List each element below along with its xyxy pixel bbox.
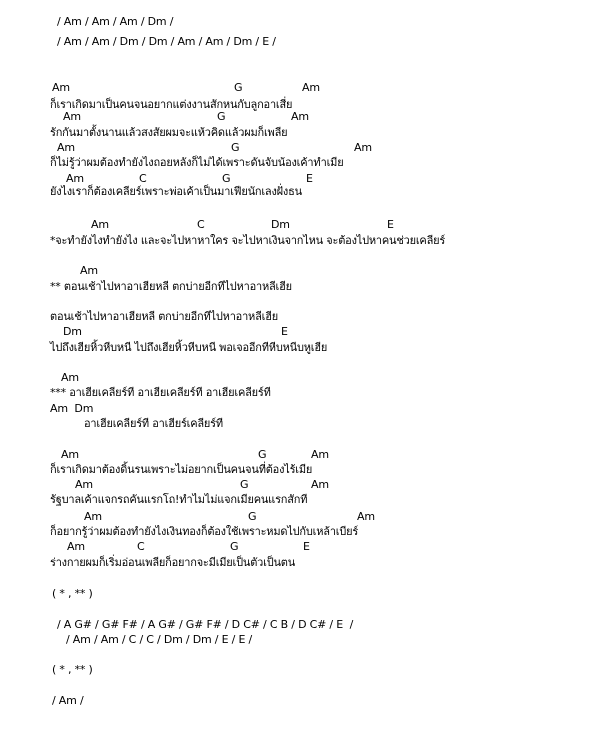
chord: Am	[61, 371, 79, 384]
chord: G	[258, 448, 267, 461]
chord: G	[248, 510, 257, 523]
hook-lyric: *จะทำยังไงทำยังไง และจะไปหาหาใคร จะไปหาเงินจากไหน จะต้องไปหาคนช่วยเคลียร์	[50, 234, 446, 247]
chord: G	[231, 141, 240, 154]
chord: Am	[311, 478, 329, 491]
intro-line-1: / Am / Am / Am / Dm /	[57, 15, 174, 28]
lyric-line: *** อาเฮียเคลียร์ที อาเฮียเคลียร์ที อาเฮียเคลียร์ที	[50, 386, 271, 399]
intro-line-2: / Am / Am / Dm / Dm / Am / Am / Dm / E /	[57, 35, 276, 48]
chord: E	[281, 325, 288, 338]
solo-line-1: / A G# / G# F# / A G# / G# F# / D C# / C B / D C# / E /	[57, 618, 354, 631]
lyric-line: ไปถึงเฮียหิ้วหีบหนี ไปถึงเฮียหิ้วหีบหนี พอเจออีกทีหีบหนีบหูเฮีย	[50, 341, 328, 354]
chord: C	[137, 540, 145, 553]
lyric-line: ก็อยากรู้ว่าผมต้องทำยังไงเงินทองก็ต้องใช้เพราะหมดไปกับเหล้าเบียร์	[50, 525, 359, 538]
chord: Dm	[271, 218, 290, 231]
chord: Am	[357, 510, 375, 523]
chord: Am	[91, 218, 109, 231]
chord: G	[222, 172, 231, 185]
chord: E	[306, 172, 313, 185]
chord: Dm	[63, 325, 82, 338]
lyric-line: ยังไงเราก็ต้องเคลียร์เพราะพ่อเค้าเป็นมาเฟียนักเลงฝั่งธน	[50, 185, 302, 198]
chord: Am	[291, 110, 309, 123]
lyric-line: ** ตอนเช้าไปหาอาเฮียหลี ตกบ่ายอีกทีไปหาอาหลีเฮีย	[50, 280, 292, 293]
chord: Am	[61, 448, 79, 461]
chord: Am	[66, 172, 84, 185]
chord-line: Am Dm	[50, 402, 94, 415]
chord: Am	[57, 141, 75, 154]
lyric-line: รัฐบาลเค้าแจกรถคันแรกโถ!ทำไมไม่แจกเมียคนแรกสักที	[50, 493, 308, 506]
lyric-line: ตอนเช้าไปหาอาเฮียหลี ตกบ่ายอีกทีไปหาอาหลีเฮีย	[50, 310, 278, 323]
lyric-line: ก็ไม่รู้ว่าผมต้องทำยังไงถอยหลังก็ไม่ได้เพราะดันจับน้องเค้าทำเมีย	[50, 156, 344, 169]
lyric-line: รักกันมาตั้งนานแล้วสงสัยผมจะแห้วคิดแล้วผมก็เพลีย	[50, 126, 288, 139]
chord: E	[303, 540, 310, 553]
chord: Am	[67, 540, 85, 553]
chord: G	[217, 110, 226, 123]
chord: Am	[75, 478, 93, 491]
chord: G	[234, 81, 243, 94]
solo-line-2: / Am / Am / C / C / Dm / Dm / E / E /	[66, 633, 253, 646]
chord: G	[230, 540, 239, 553]
repeat-marker: ( * , ** )	[52, 587, 93, 600]
chord: G	[240, 478, 249, 491]
chord: C	[197, 218, 205, 231]
lyric-line: ก็เราเกิดมาต้องดิ้นรนเพราะไม่อยากเป็นคนจนที่ต้องไร้เมีย	[50, 463, 313, 476]
chord: Am	[63, 110, 81, 123]
chord: Am	[302, 81, 320, 94]
chord: E	[387, 218, 394, 231]
lyric-line: ร่างกายผมก็เริ่มอ่อนเพลียก็อยากจะมีเมียเป็นตัวเป็นตน	[50, 556, 296, 569]
chord: Am	[354, 141, 372, 154]
lyric-line: ก็เราเกิดมาเป็นคนจนอยากแต่งงานสักหนกับลูกอาเสี่ย	[50, 98, 293, 111]
chord: Am	[80, 264, 98, 277]
outro-line: / Am /	[52, 694, 84, 707]
chord: C	[139, 172, 147, 185]
chord: Am	[52, 81, 70, 94]
repeat-marker: ( * , ** )	[52, 663, 93, 676]
chord: Am	[84, 510, 102, 523]
chord: Am	[311, 448, 329, 461]
lyric-line: อาเฮียเคลียร์ที อาเฮียร์เคลียร์ที	[84, 417, 223, 430]
